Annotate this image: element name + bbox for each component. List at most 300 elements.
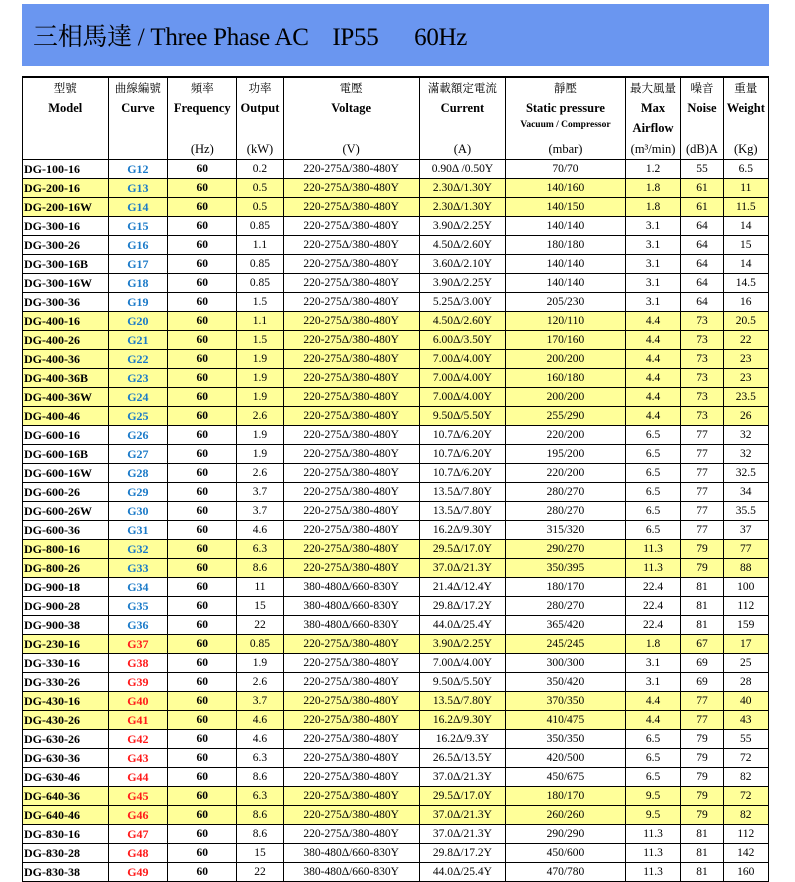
cell-airflow: 22.4	[625, 597, 681, 616]
cell-airflow: 6.5	[625, 445, 681, 464]
table-row	[23, 369, 769, 388]
cell-current: 2.30Δ/1.30Y	[419, 179, 506, 198]
cell-current: 4.50Δ/2.60Y	[419, 312, 506, 331]
cell-output: 4.6	[237, 521, 283, 540]
cell-weight: 32	[723, 445, 768, 464]
column-header-zh: 頻率	[190, 81, 214, 95]
cell-noise: 73	[681, 350, 723, 369]
table-row	[23, 635, 769, 654]
cell-curve: G40	[108, 692, 168, 711]
cell-airflow: 6.5	[625, 464, 681, 483]
cell-model: DG-330-26	[23, 673, 109, 692]
cell-model: DG-100-16	[23, 160, 109, 179]
table-row	[23, 540, 769, 559]
cell-pressure: 180/170	[506, 578, 626, 597]
cell-output: 4.6	[237, 730, 283, 749]
column-header-zh: 型號	[53, 81, 77, 95]
column-header-en: Output	[240, 101, 280, 115]
cell-model: DG-800-26	[23, 559, 109, 578]
cell-freq: 60	[168, 293, 237, 312]
cell-curve: G31	[108, 521, 168, 540]
column-header	[625, 77, 681, 160]
column-header	[108, 77, 168, 160]
cell-freq: 60	[168, 426, 237, 445]
cell-model: DG-200-16	[23, 179, 109, 198]
column-unit: (m³/min)	[630, 142, 676, 156]
cell-weight: 112	[723, 825, 768, 844]
cell-weight: 88	[723, 559, 768, 578]
cell-curve: G27	[108, 445, 168, 464]
table-row	[23, 768, 769, 787]
cell-pressure: 140/150	[506, 198, 626, 217]
cell-noise: 73	[681, 388, 723, 407]
cell-output: 2.6	[237, 464, 283, 483]
cell-voltage: 220-275Δ/380-480Y	[283, 768, 419, 787]
cell-noise: 79	[681, 559, 723, 578]
cell-model: DG-430-26	[23, 711, 109, 730]
page-title: 三相馬達 / Three Phase AC IP55 60Hz	[33, 24, 468, 51]
cell-model: DG-830-16	[23, 825, 109, 844]
cell-model: DG-830-38	[23, 863, 109, 882]
cell-weight: 26	[723, 407, 768, 426]
cell-noise: 81	[681, 597, 723, 616]
cell-weight: 37	[723, 521, 768, 540]
cell-output: 15	[237, 597, 283, 616]
cell-current: 29.8Δ/17.2Y	[419, 844, 506, 863]
table-row	[23, 578, 769, 597]
column-header-en: Noise	[687, 101, 717, 115]
cell-weight: 20.5	[723, 312, 768, 331]
cell-airflow: 3.1	[625, 236, 681, 255]
cell-pressure: 245/245	[506, 635, 626, 654]
cell-noise: 77	[681, 483, 723, 502]
cell-weight: 14	[723, 255, 768, 274]
cell-current: 2.30Δ/1.30Y	[419, 198, 506, 217]
column-header	[23, 77, 109, 160]
cell-voltage: 220-275Δ/380-480Y	[283, 388, 419, 407]
cell-curve: G39	[108, 673, 168, 692]
cell-voltage: 380-480Δ/660-830Y	[283, 863, 419, 882]
cell-noise: 77	[681, 445, 723, 464]
cell-pressure: 350/350	[506, 730, 626, 749]
cell-pressure: 200/200	[506, 350, 626, 369]
cell-voltage: 220-275Δ/380-480Y	[283, 198, 419, 217]
cell-pressure: 260/260	[506, 806, 626, 825]
cell-voltage: 220-275Δ/380-480Y	[283, 464, 419, 483]
cell-noise: 64	[681, 293, 723, 312]
cell-airflow: 1.2	[625, 160, 681, 179]
cell-weight: 14.5	[723, 274, 768, 293]
cell-airflow: 4.4	[625, 331, 681, 350]
column-unit: (V)	[342, 142, 360, 156]
cell-airflow: 4.4	[625, 369, 681, 388]
column-header-en: Current	[440, 101, 485, 115]
cell-airflow: 6.5	[625, 426, 681, 445]
column-header-zh: 最大風量	[630, 81, 677, 95]
cell-noise: 77	[681, 521, 723, 540]
cell-voltage: 220-275Δ/380-480Y	[283, 711, 419, 730]
table-row	[23, 312, 769, 331]
cell-noise: 73	[681, 312, 723, 331]
cell-weight: 72	[723, 787, 768, 806]
cell-output: 22	[237, 616, 283, 635]
table-row	[23, 711, 769, 730]
cell-output: 1.5	[237, 293, 283, 312]
cell-voltage: 220-275Δ/380-480Y	[283, 426, 419, 445]
cell-output: 6.3	[237, 787, 283, 806]
cell-freq: 60	[168, 312, 237, 331]
column-unit: (A)	[453, 142, 472, 156]
cell-curve: G30	[108, 502, 168, 521]
cell-output: 0.2	[237, 160, 283, 179]
cell-airflow: 11.3	[625, 559, 681, 578]
column-header-en: Model	[48, 101, 83, 115]
column-unit: (Hz)	[190, 142, 214, 156]
cell-output: 0.85	[237, 217, 283, 236]
cell-noise: 77	[681, 692, 723, 711]
column-header-zh: 滿載額定電流	[427, 81, 497, 95]
cell-airflow: 6.5	[625, 730, 681, 749]
cell-current: 3.60Δ/2.10Y	[419, 255, 506, 274]
cell-pressure: 300/300	[506, 654, 626, 673]
cell-curve: G22	[108, 350, 168, 369]
cell-freq: 60	[168, 217, 237, 236]
cell-noise: 64	[681, 236, 723, 255]
cell-voltage: 220-275Δ/380-480Y	[283, 255, 419, 274]
cell-current: 10.7Δ/6.20Y	[419, 464, 506, 483]
cell-noise: 61	[681, 198, 723, 217]
cell-pressure: 140/140	[506, 217, 626, 236]
cell-weight: 25	[723, 654, 768, 673]
cell-weight: 17	[723, 635, 768, 654]
cell-airflow: 6.5	[625, 483, 681, 502]
cell-current: 9.50Δ/5.50Y	[419, 407, 506, 426]
cell-pressure: 140/140	[506, 274, 626, 293]
cell-current: 16.2Δ/9.30Y	[419, 711, 506, 730]
cell-curve: G42	[108, 730, 168, 749]
cell-curve: G38	[108, 654, 168, 673]
cell-weight: 22	[723, 331, 768, 350]
cell-freq: 60	[168, 274, 237, 293]
cell-output: 8.6	[237, 559, 283, 578]
cell-current: 37.0Δ/21.3Y	[419, 559, 506, 578]
table-row	[23, 521, 769, 540]
table-row	[23, 407, 769, 426]
cell-output: 8.6	[237, 825, 283, 844]
cell-airflow: 4.4	[625, 692, 681, 711]
cell-curve: G26	[108, 426, 168, 445]
cell-voltage: 220-275Δ/380-480Y	[283, 502, 419, 521]
cell-current: 6.00Δ/3.50Y	[419, 331, 506, 350]
cell-curve: G15	[108, 217, 168, 236]
cell-curve: G14	[108, 198, 168, 217]
cell-pressure: 170/160	[506, 331, 626, 350]
cell-curve: G23	[108, 369, 168, 388]
cell-noise: 79	[681, 787, 723, 806]
cell-output: 0.5	[237, 198, 283, 217]
cell-weight: 100	[723, 578, 768, 597]
cell-pressure: 255/290	[506, 407, 626, 426]
cell-freq: 60	[168, 692, 237, 711]
cell-airflow: 4.4	[625, 312, 681, 331]
cell-airflow: 11.3	[625, 844, 681, 863]
cell-voltage: 380-480Δ/660-830Y	[283, 597, 419, 616]
cell-freq: 60	[168, 616, 237, 635]
cell-curve: G29	[108, 483, 168, 502]
cell-pressure: 220/200	[506, 426, 626, 445]
cell-curve: G48	[108, 844, 168, 863]
cell-freq: 60	[168, 749, 237, 768]
cell-model: DG-230-16	[23, 635, 109, 654]
table-row	[23, 787, 769, 806]
cell-freq: 60	[168, 787, 237, 806]
cell-weight: 55	[723, 730, 768, 749]
cell-model: DG-600-16	[23, 426, 109, 445]
cell-curve: G44	[108, 768, 168, 787]
cell-pressure: 220/200	[506, 464, 626, 483]
cell-model: DG-200-16W	[23, 198, 109, 217]
cell-noise: 64	[681, 217, 723, 236]
cell-current: 29.5Δ/17.0Y	[419, 787, 506, 806]
column-header-zh: 重量	[734, 81, 758, 95]
table-body	[23, 160, 769, 882]
cell-output: 11	[237, 578, 283, 597]
cell-current: 9.50Δ/5.50Y	[419, 673, 506, 692]
cell-voltage: 220-275Δ/380-480Y	[283, 312, 419, 331]
cell-airflow: 3.1	[625, 293, 681, 312]
cell-current: 29.5Δ/17.0Y	[419, 540, 506, 559]
cell-noise: 77	[681, 711, 723, 730]
cell-voltage: 220-275Δ/380-480Y	[283, 825, 419, 844]
cell-pressure: 350/420	[506, 673, 626, 692]
cell-noise: 67	[681, 635, 723, 654]
column-header-en: Voltage	[331, 101, 372, 115]
column-unit: (mbar)	[548, 142, 583, 156]
cell-current: 3.90Δ/2.25Y	[419, 217, 506, 236]
cell-noise: 73	[681, 407, 723, 426]
cell-airflow: 22.4	[625, 616, 681, 635]
cell-model: DG-900-18	[23, 578, 109, 597]
cell-voltage: 220-275Δ/380-480Y	[283, 692, 419, 711]
column-header	[723, 77, 768, 160]
cell-airflow: 11.3	[625, 863, 681, 882]
cell-curve: G19	[108, 293, 168, 312]
cell-noise: 81	[681, 863, 723, 882]
cell-voltage: 220-275Δ/380-480Y	[283, 274, 419, 293]
cell-model: DG-430-16	[23, 692, 109, 711]
cell-freq: 60	[168, 711, 237, 730]
cell-airflow: 11.3	[625, 825, 681, 844]
cell-airflow: 3.1	[625, 255, 681, 274]
column-header	[681, 77, 723, 160]
column-unit: (kW)	[246, 142, 274, 156]
cell-freq: 60	[168, 179, 237, 198]
cell-output: 1.9	[237, 445, 283, 464]
cell-model: DG-300-16B	[23, 255, 109, 274]
column-header-zh: 曲線編號	[114, 81, 161, 95]
cell-airflow: 3.1	[625, 274, 681, 293]
cell-model: DG-400-16	[23, 312, 109, 331]
cell-current: 26.5Δ/13.5Y	[419, 749, 506, 768]
cell-voltage: 220-275Δ/380-480Y	[283, 654, 419, 673]
table-row	[23, 863, 769, 882]
cell-pressure: 450/600	[506, 844, 626, 863]
table-row	[23, 825, 769, 844]
cell-airflow: 6.5	[625, 768, 681, 787]
cell-curve: G25	[108, 407, 168, 426]
motor-spec-table	[22, 76, 769, 882]
cell-current: 3.90Δ/2.25Y	[419, 635, 506, 654]
cell-pressure: 280/270	[506, 483, 626, 502]
cell-output: 1.9	[237, 654, 283, 673]
cell-model: DG-600-26W	[23, 502, 109, 521]
cell-current: 29.8Δ/17.2Y	[419, 597, 506, 616]
table-row	[23, 274, 769, 293]
cell-model: DG-400-46	[23, 407, 109, 426]
cell-output: 0.5	[237, 179, 283, 198]
cell-voltage: 220-275Δ/380-480Y	[283, 160, 419, 179]
table-row	[23, 426, 769, 445]
cell-weight: 82	[723, 806, 768, 825]
cell-noise: 77	[681, 464, 723, 483]
cell-current: 7.00Δ/4.00Y	[419, 388, 506, 407]
cell-model: DG-600-16B	[23, 445, 109, 464]
cell-curve: G37	[108, 635, 168, 654]
cell-weight: 32	[723, 426, 768, 445]
cell-airflow: 4.4	[625, 388, 681, 407]
cell-noise: 73	[681, 369, 723, 388]
cell-freq: 60	[168, 369, 237, 388]
cell-airflow: 3.1	[625, 217, 681, 236]
cell-output: 1.9	[237, 369, 283, 388]
cell-output: 15	[237, 844, 283, 863]
cell-pressure: 120/110	[506, 312, 626, 331]
table-row	[23, 483, 769, 502]
column-header-en: Weight	[726, 101, 765, 115]
cell-current: 44.0Δ/25.4Y	[419, 616, 506, 635]
cell-output: 8.6	[237, 806, 283, 825]
cell-model: DG-300-26	[23, 236, 109, 255]
cell-noise: 77	[681, 502, 723, 521]
cell-curve: G34	[108, 578, 168, 597]
cell-model: DG-600-16W	[23, 464, 109, 483]
column-header	[419, 77, 506, 160]
table-row	[23, 198, 769, 217]
table-row	[23, 445, 769, 464]
column-header-sub: Vacuum / Compressor	[520, 120, 611, 130]
cell-freq: 60	[168, 806, 237, 825]
cell-noise: 61	[681, 179, 723, 198]
cell-pressure: 350/395	[506, 559, 626, 578]
cell-model: DG-600-26	[23, 483, 109, 502]
cell-pressure: 180/170	[506, 787, 626, 806]
cell-freq: 60	[168, 863, 237, 882]
cell-pressure: 420/500	[506, 749, 626, 768]
cell-weight: 6.5	[723, 160, 768, 179]
cell-freq: 60	[168, 464, 237, 483]
cell-model: DG-830-28	[23, 844, 109, 863]
cell-pressure: 450/675	[506, 768, 626, 787]
cell-voltage: 220-275Δ/380-480Y	[283, 350, 419, 369]
cell-model: DG-400-36W	[23, 388, 109, 407]
column-header-en: Curve	[121, 101, 155, 115]
cell-noise: 79	[681, 540, 723, 559]
cell-pressure: 280/270	[506, 597, 626, 616]
column-header-en: Frequency	[173, 101, 231, 115]
cell-freq: 60	[168, 483, 237, 502]
cell-noise: 64	[681, 255, 723, 274]
cell-model: DG-300-36	[23, 293, 109, 312]
cell-output: 6.3	[237, 540, 283, 559]
table-row	[23, 730, 769, 749]
cell-model: DG-400-36B	[23, 369, 109, 388]
cell-freq: 60	[168, 198, 237, 217]
cell-noise: 69	[681, 654, 723, 673]
cell-freq: 60	[168, 236, 237, 255]
cell-output: 1.1	[237, 312, 283, 331]
cell-voltage: 220-275Δ/380-480Y	[283, 483, 419, 502]
cell-noise: 81	[681, 825, 723, 844]
cell-output: 22	[237, 863, 283, 882]
table-row	[23, 255, 769, 274]
cell-model: DG-300-16W	[23, 274, 109, 293]
cell-curve: G20	[108, 312, 168, 331]
cell-freq: 60	[168, 768, 237, 787]
cell-weight: 32.5	[723, 464, 768, 483]
cell-airflow: 9.5	[625, 806, 681, 825]
cell-noise: 79	[681, 806, 723, 825]
cell-curve: G24	[108, 388, 168, 407]
cell-noise: 79	[681, 749, 723, 768]
cell-airflow: 4.4	[625, 407, 681, 426]
cell-freq: 60	[168, 407, 237, 426]
cell-airflow: 6.5	[625, 521, 681, 540]
cell-current: 37.0Δ/21.3Y	[419, 825, 506, 844]
title-banner	[22, 4, 769, 66]
cell-weight: 112	[723, 597, 768, 616]
column-header-zh: 靜壓	[553, 81, 577, 95]
cell-curve: G36	[108, 616, 168, 635]
cell-noise: 81	[681, 616, 723, 635]
column-header	[168, 77, 237, 160]
cell-noise: 55	[681, 160, 723, 179]
cell-freq: 60	[168, 559, 237, 578]
cell-airflow: 4.4	[625, 711, 681, 730]
cell-pressure: 195/200	[506, 445, 626, 464]
cell-voltage: 220-275Δ/380-480Y	[283, 806, 419, 825]
cell-current: 13.5Δ/7.80Y	[419, 483, 506, 502]
cell-airflow: 3.1	[625, 654, 681, 673]
cell-pressure: 140/160	[506, 179, 626, 198]
cell-airflow: 1.8	[625, 198, 681, 217]
cell-curve: G28	[108, 464, 168, 483]
table-row	[23, 616, 769, 635]
cell-current: 13.5Δ/7.80Y	[419, 502, 506, 521]
cell-voltage: 220-275Δ/380-480Y	[283, 787, 419, 806]
cell-voltage: 220-275Δ/380-480Y	[283, 730, 419, 749]
cell-voltage: 380-480Δ/660-830Y	[283, 844, 419, 863]
cell-weight: 35.5	[723, 502, 768, 521]
cell-pressure: 180/180	[506, 236, 626, 255]
cell-airflow: 3.1	[625, 673, 681, 692]
cell-output: 1.1	[237, 236, 283, 255]
table-row	[23, 179, 769, 198]
cell-airflow: 1.8	[625, 635, 681, 654]
table-row	[23, 692, 769, 711]
cell-noise: 79	[681, 768, 723, 787]
table-row	[23, 160, 769, 179]
cell-current: 7.00Δ/4.00Y	[419, 369, 506, 388]
